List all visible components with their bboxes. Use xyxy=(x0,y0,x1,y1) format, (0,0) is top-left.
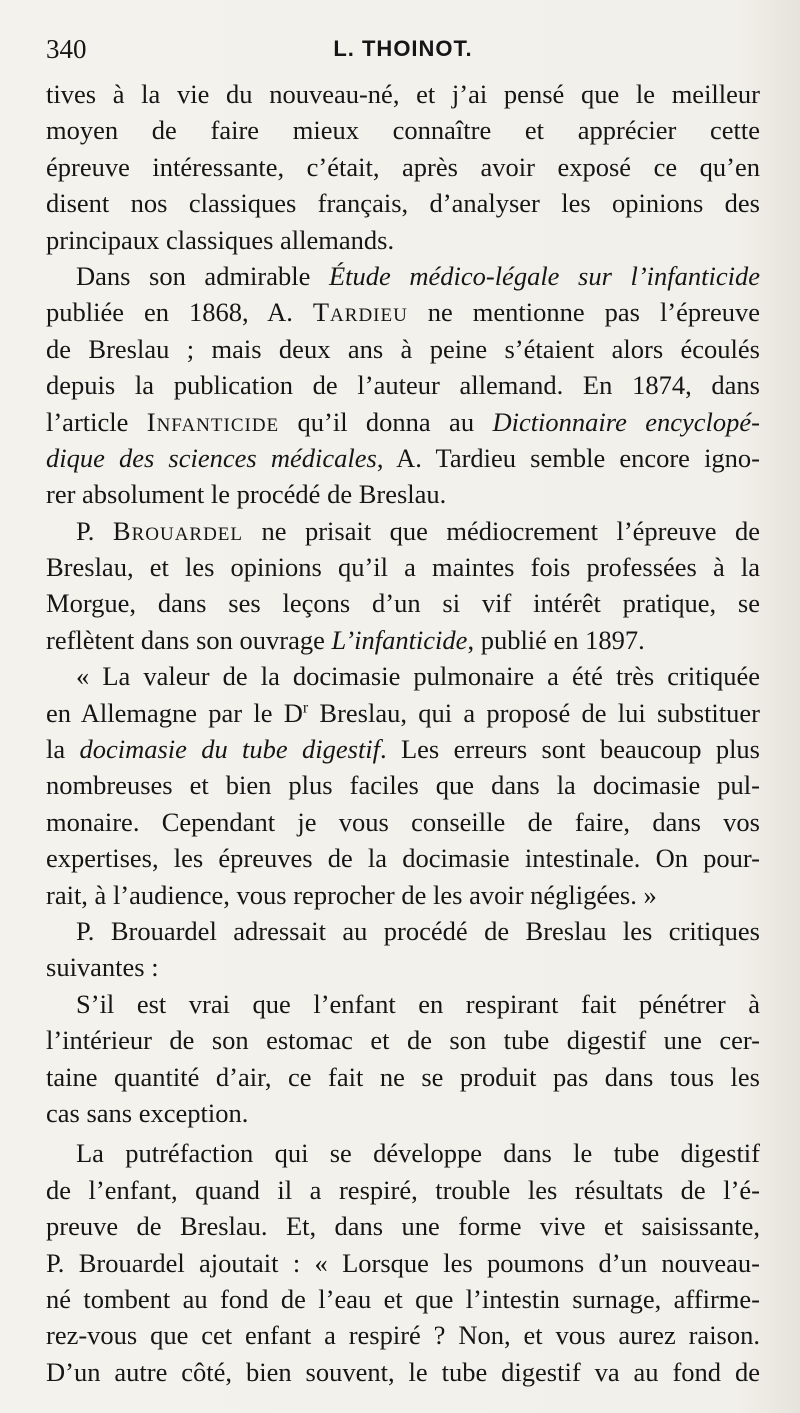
text-line: P. Brouardel ajoutait : « Lorsque les poumons d’un nouveau- xyxy=(46,1247,760,1278)
quote-line: monaire. Cependant je vous conseille de faire, dans vos xyxy=(46,806,760,837)
quote-line xyxy=(46,731,760,767)
text-line: principaux classiques allemands. xyxy=(46,224,395,255)
page-header xyxy=(46,28,760,78)
text-run: l’article xyxy=(46,406,147,437)
text-line: La putréfaction qui se développe dans le tube digestif xyxy=(76,1138,760,1169)
text-line: preuve de Breslau. Et, dans une forme vive et saisissante, xyxy=(46,1211,760,1242)
quote-line xyxy=(46,695,760,731)
text-line: l’intérieur de son estomac et de son tube digestif une cer- xyxy=(46,1025,760,1056)
text-line: depuis la publication de l’auteur allemand. En 1874, dans xyxy=(46,370,760,401)
text-line: tives à la vie du nouveau-né, et j’ai pensé que le meilleur xyxy=(46,79,760,109)
small-caps-name: Tardieu xyxy=(312,297,408,328)
text-line: moyen de faire mieux connaître et apprécier cette xyxy=(46,115,760,146)
text-line: épreuve intéressante, c’était, après avoir exposé ce qu’en xyxy=(46,151,760,182)
text-run: . Les erreurs sont beaucoup plus xyxy=(380,734,760,765)
text-line: né tombent au fond de l’eau et que l’intestin surnage, affirme- xyxy=(46,1283,760,1314)
text-run: ne mentionne pas l’épreuve xyxy=(407,297,760,328)
text-run: publiée en 1868, A. xyxy=(46,297,313,328)
text-line: P. Brouardel adressait au procédé de Breslau les critiques xyxy=(76,915,760,946)
text-line xyxy=(46,258,760,294)
italic-title: L’infanticide xyxy=(331,624,468,655)
text-run: P. xyxy=(76,515,113,546)
text-run: la xyxy=(46,734,80,765)
body-text xyxy=(46,76,760,1390)
page-number: 340 xyxy=(46,34,87,64)
text-run: , publié en 1897. xyxy=(467,624,645,655)
text-run: Breslau, qui a proposé de lui substituer xyxy=(308,697,760,728)
superscript: r xyxy=(302,699,309,717)
text-run: en Allemagne par le D xyxy=(46,697,303,728)
text-line: rer absolument le procédé de Breslau. xyxy=(46,479,447,510)
text-line: taine quantité d’air, ce fait ne se produit pas dans tous les xyxy=(46,1061,760,1092)
text-line: Breslau, et les opinions qu’il a maintes fois professées à la xyxy=(46,552,760,583)
small-caps-name: Infanticide xyxy=(146,406,280,437)
text-run: qu’il donna au xyxy=(279,406,493,437)
quote-line: rait, à l’audience, vous reprocher de les avoir négligées. » xyxy=(46,879,657,910)
text-run: ne prisait que médiocrement l’épreuve de xyxy=(243,515,760,546)
text-line: disent nos classiques français, d’analyser les opinions des xyxy=(46,188,760,219)
italic-title: dique des sciences médicales xyxy=(46,442,377,473)
quote-line: expertises, les épreuves de la docimasie intestinale. On pour- xyxy=(46,843,760,874)
text-line: rez-vous que cet enfant a respiré ? Non, et vous aurez raison. xyxy=(46,1320,760,1351)
running-title: L. THOINOT. xyxy=(333,36,473,61)
text-line xyxy=(46,513,760,549)
text-line: Morgue, dans ses leçons d’un si vif intérêt pratique, se xyxy=(46,588,760,619)
text-run: Dans son admirable xyxy=(76,260,329,291)
text-run: reflètent dans son ouvrage xyxy=(46,624,332,655)
text-line xyxy=(46,440,760,476)
text-line xyxy=(46,622,760,658)
small-caps-name: Brouardel xyxy=(112,515,244,546)
text-line: suivantes : xyxy=(46,952,159,983)
text-line: cas sans exception. xyxy=(46,1097,249,1128)
text-line: de l’enfant, quand il a respiré, trouble les résultats de l’é- xyxy=(46,1174,760,1205)
quote-line: nombreuses et bien plus faciles que dans la docimasie pul- xyxy=(46,770,760,801)
text-line: de Breslau ; mais deux ans à peine s’étaient alors écoulés xyxy=(46,333,760,364)
text-run: , A. Tardieu semble encore igno- xyxy=(376,442,761,473)
text-line: D’un autre côté, bien souvent, le tube digestif va au fond de xyxy=(46,1356,760,1387)
italic-title: Étude médico-légale sur l’infanticide xyxy=(328,260,760,291)
italic-term: docimasie du tube digestif xyxy=(79,734,381,765)
text-line xyxy=(46,294,760,330)
text-line: S’il est vrai que l’enfant en respirant fait pénétrer à xyxy=(76,988,760,1019)
quote-line: « La valeur de la docimasie pulmonaire a été très critiquée xyxy=(76,661,760,692)
italic-title: Dictionnaire encyclopé- xyxy=(492,406,760,437)
text-line xyxy=(46,404,760,440)
